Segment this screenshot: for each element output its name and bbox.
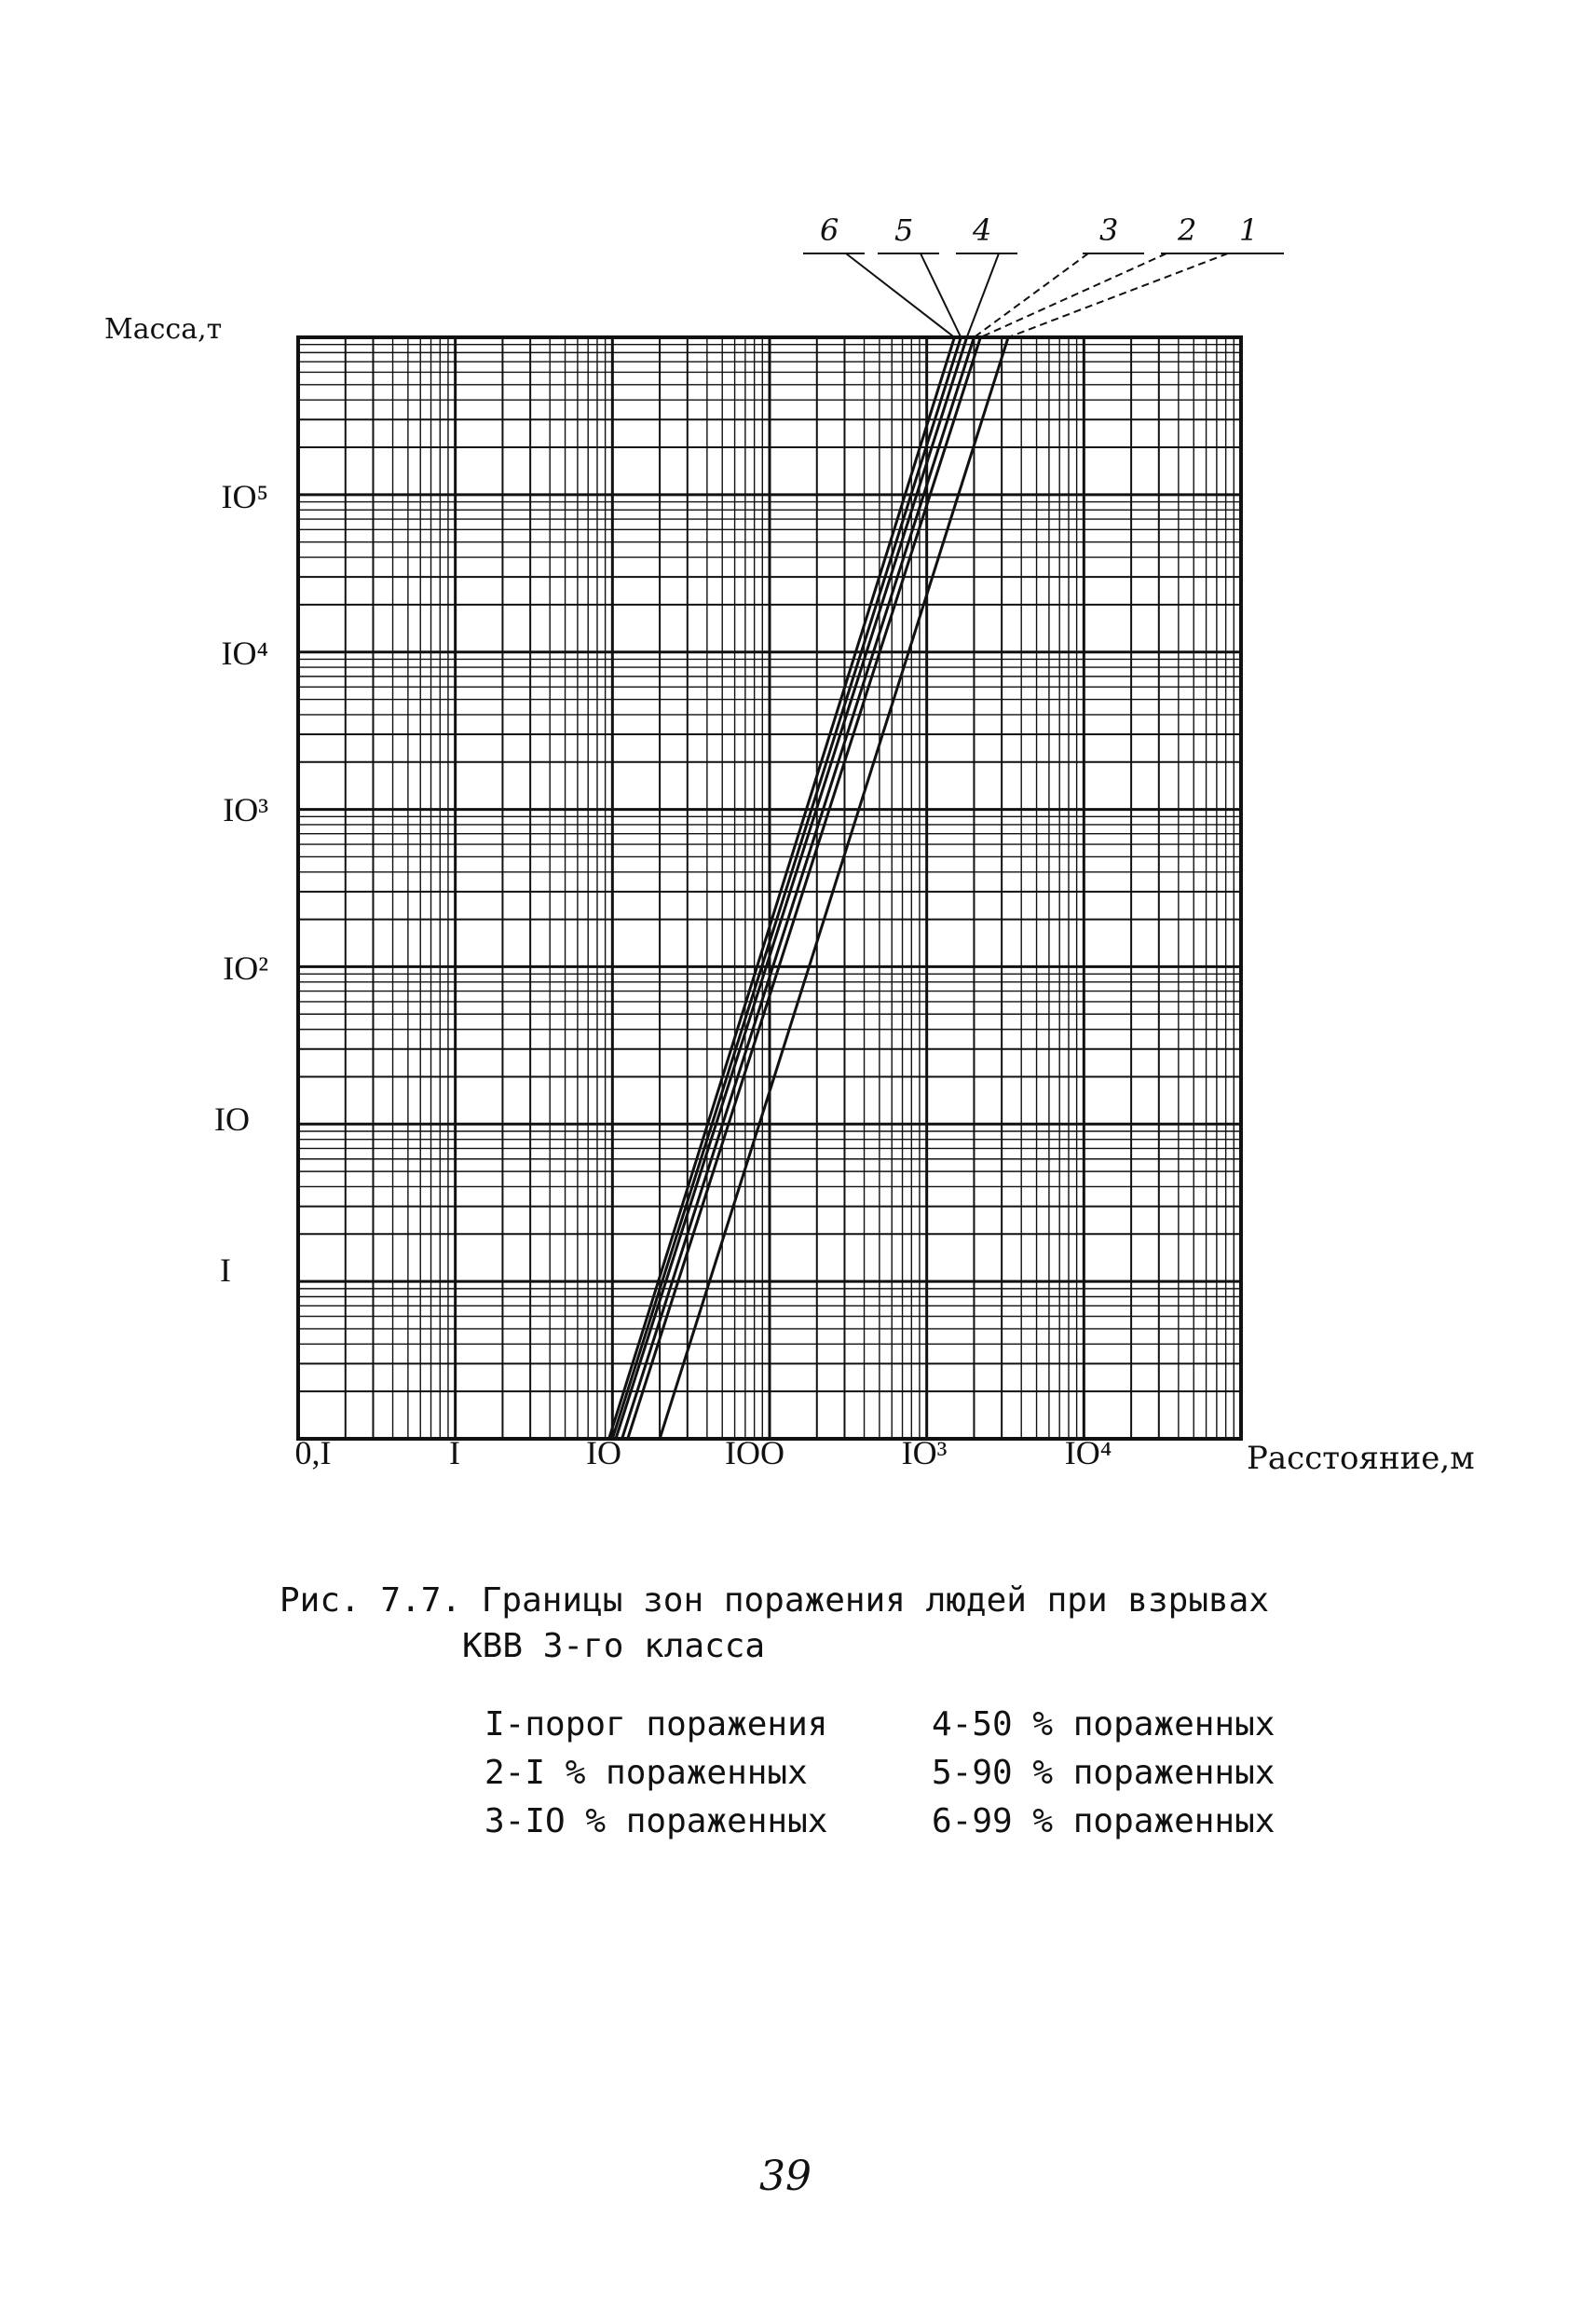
curve-number-label: 6 bbox=[820, 212, 839, 248]
leader-line-6 bbox=[846, 253, 954, 337]
series-line-3 bbox=[622, 337, 975, 1439]
y-tick-label: IO² bbox=[223, 950, 268, 987]
curve-number-label: 2 bbox=[1178, 212, 1197, 248]
leader-line-3 bbox=[974, 253, 1088, 337]
figure-caption-line1: Рис. 7.7. Границы зон поражения людей при взрывах bbox=[280, 1581, 1270, 1620]
leader-line-5 bbox=[921, 253, 961, 337]
x-tick-label: I bbox=[449, 1434, 460, 1471]
x-tick-label: IO bbox=[586, 1434, 621, 1471]
series-line-4 bbox=[616, 337, 967, 1439]
series-line-5 bbox=[612, 337, 961, 1439]
y-axis-title: Масса,т bbox=[104, 313, 223, 346]
curves bbox=[609, 337, 1009, 1439]
x-tick-label: IOO bbox=[725, 1434, 784, 1471]
legend-item: 4-50 % пораженных bbox=[932, 1705, 1275, 1744]
legend-item: I-порог поражения bbox=[484, 1705, 828, 1744]
legend-item: 3-IO % пораженных bbox=[484, 1802, 828, 1840]
x-tick-label: IO³ bbox=[901, 1434, 948, 1471]
curve-number-label: 4 bbox=[973, 212, 992, 248]
curve-number-label: 1 bbox=[1239, 212, 1259, 248]
x-tick-label: 0,I bbox=[294, 1434, 332, 1471]
y-tick-label: IO⁴ bbox=[221, 635, 268, 672]
page-number: 39 bbox=[759, 2153, 812, 2200]
legend-item: 2-I % пораженных bbox=[484, 1754, 808, 1792]
y-tick-label: IO bbox=[214, 1101, 250, 1138]
figure-caption-line2: КВВ 3-го класса bbox=[462, 1627, 766, 1665]
y-tick-label: IO³ bbox=[223, 791, 268, 828]
series-line-1 bbox=[660, 337, 1008, 1439]
x-tick-label: IO⁴ bbox=[1064, 1434, 1112, 1471]
legend-item: 6-99 % пораженных bbox=[932, 1802, 1275, 1840]
legend-item: 5-90 % пораженных bbox=[932, 1754, 1275, 1792]
y-tick-label: I bbox=[220, 1251, 231, 1289]
curve-number-label: 5 bbox=[894, 212, 914, 248]
leader-line-2 bbox=[980, 253, 1166, 337]
curve-number-label: 3 bbox=[1099, 212, 1119, 248]
x-axis-title: Расстояние,м bbox=[1247, 1440, 1475, 1477]
leader-line-1 bbox=[1008, 253, 1228, 337]
curve-leaders bbox=[803, 253, 1284, 337]
leader-line-4 bbox=[967, 253, 999, 337]
grid bbox=[298, 337, 1241, 1439]
y-tick-label: IO⁵ bbox=[221, 478, 268, 515]
